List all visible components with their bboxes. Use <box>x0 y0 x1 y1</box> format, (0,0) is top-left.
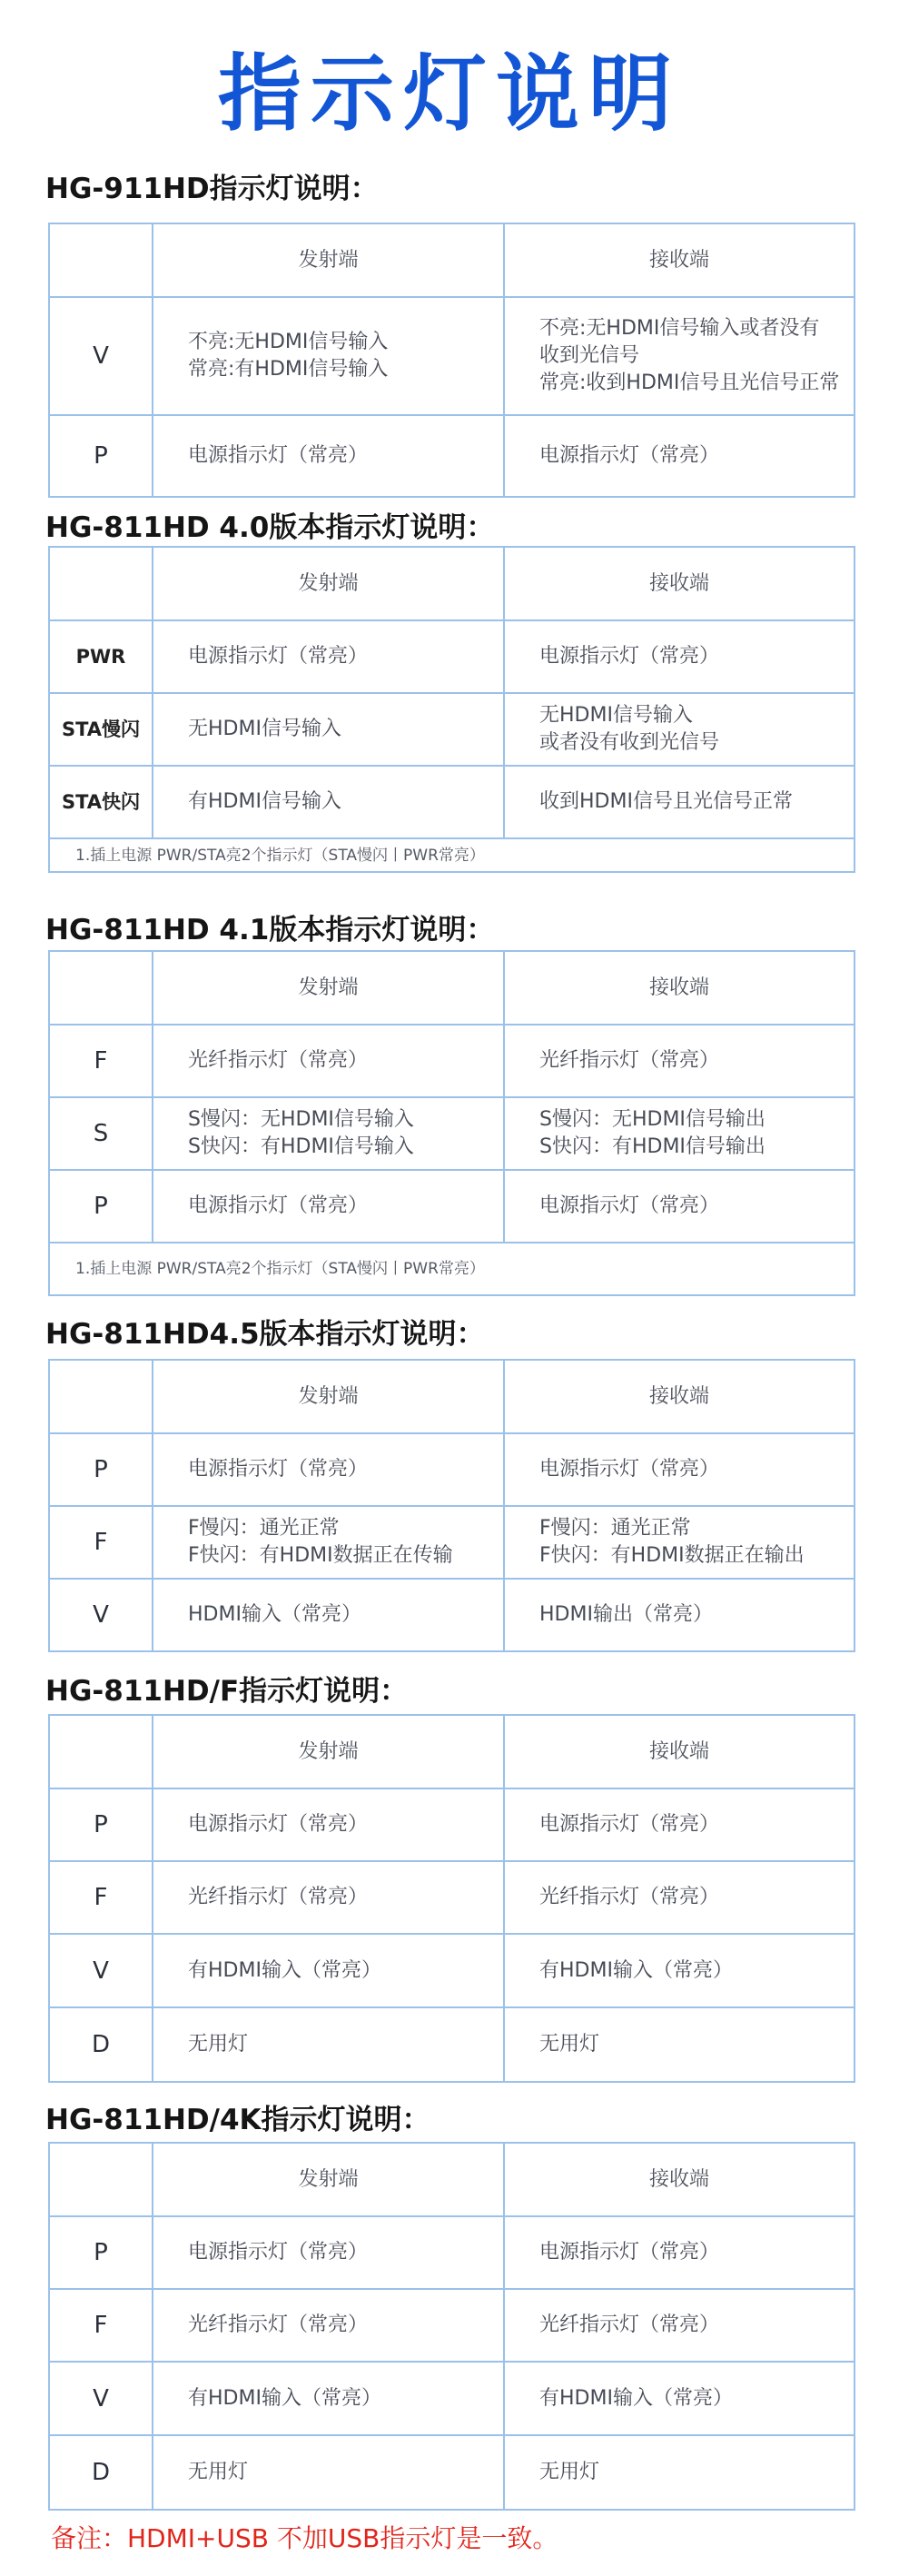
indicator-label: D <box>49 2007 153 2082</box>
header-receiver: 接收端 <box>504 2143 855 2216</box>
cell-line: 收到光信号 <box>539 344 640 367</box>
page-title: 指示灯说明 <box>217 45 681 143</box>
transmitter-cell <box>153 620 504 693</box>
receiver-cell <box>504 1506 855 1579</box>
receiver-cell <box>504 1097 855 1170</box>
indicator-table <box>48 1359 855 1652</box>
table-row <box>49 1861 855 1934</box>
cell-line: 光纤指示灯（常亮） <box>539 1049 720 1072</box>
receiver-cell <box>504 1579 855 1651</box>
transmitter-cell <box>153 2435 504 2510</box>
indicator-label: STA快闪 <box>49 766 153 838</box>
header-transmitter: 发射端 <box>153 951 504 1025</box>
cell-line: S快闪：有HDMI信号输入 <box>188 1135 414 1158</box>
table-row <box>49 2362 855 2435</box>
table-row <box>49 2216 855 2289</box>
cell-line: 不亮:无HDMI信号输入或者没有 <box>539 317 820 340</box>
indicator-label: S <box>49 1097 153 1170</box>
remark-note: 备注：HDMI+USB 不加USB指示灯是一致。 <box>51 2523 558 2553</box>
header-receiver: 接收端 <box>504 547 855 620</box>
cell-line: 电源指示灯（常亮） <box>188 444 369 467</box>
receiver-cell <box>504 2216 855 2289</box>
receiver-cell <box>504 693 855 766</box>
header-transmitter: 发射端 <box>153 547 504 620</box>
cell-line: 无用灯 <box>539 2033 600 2056</box>
header-empty-cell <box>49 951 153 1025</box>
indicator-label: P <box>49 415 153 497</box>
table-row <box>49 693 855 766</box>
indicator-table <box>48 950 855 1296</box>
cell-line: 电源指示灯（常亮） <box>539 1458 720 1481</box>
header-transmitter: 发射端 <box>153 2143 504 2216</box>
transmitter-cell <box>153 297 504 415</box>
table-row <box>49 415 855 497</box>
table-header-row <box>49 1715 855 1788</box>
cell-line: 有HDMI输入（常亮） <box>539 2386 733 2410</box>
indicator-label: P <box>49 1433 153 1506</box>
transmitter-cell <box>153 1170 504 1243</box>
indicator-table <box>48 1714 855 2083</box>
cell-line: F慢闪：通光正常 <box>188 1517 340 1540</box>
section-title: HG-811HD4.5版本指示灯说明： <box>45 1318 485 1351</box>
header-receiver: 接收端 <box>504 1360 855 1433</box>
cell-line: S慢闪：无HDMI信号输出 <box>539 1108 766 1131</box>
indicator-label: V <box>49 2362 153 2435</box>
indicator-label: F <box>49 1025 153 1097</box>
receiver-cell <box>504 297 855 415</box>
transmitter-cell <box>153 1861 504 1934</box>
indicator-label: F <box>49 1861 153 1934</box>
table-row <box>49 620 855 693</box>
indicator-label: V <box>49 1579 153 1651</box>
indicator-label: V <box>49 297 153 415</box>
header-empty-cell <box>49 547 153 620</box>
header-empty-cell <box>49 1360 153 1433</box>
table-row <box>49 766 855 838</box>
transmitter-cell <box>153 1025 504 1097</box>
indicator-label: PWR <box>49 620 153 693</box>
transmitter-cell <box>153 2007 504 2082</box>
header-transmitter: 发射端 <box>153 1360 504 1433</box>
indicator-label: P <box>49 1170 153 1243</box>
cell-line: 无用灯 <box>188 2033 249 2056</box>
header-transmitter: 发射端 <box>153 223 504 297</box>
receiver-cell <box>504 620 855 693</box>
section-title: HG-811HD 4.0版本指示灯说明： <box>45 511 495 544</box>
receiver-cell <box>504 2289 855 2362</box>
table-header-row <box>49 223 855 297</box>
receiver-cell <box>504 415 855 497</box>
header-receiver: 接收端 <box>504 223 855 297</box>
receiver-cell <box>504 2362 855 2435</box>
table-row <box>49 1788 855 1861</box>
transmitter-cell <box>153 2362 504 2435</box>
transmitter-cell <box>153 415 504 497</box>
cell-line: 电源指示灯（常亮） <box>188 1458 369 1481</box>
indicator-label: V <box>49 1934 153 2007</box>
transmitter-cell <box>153 1097 504 1170</box>
header-empty-cell <box>49 1715 153 1788</box>
transmitter-cell <box>153 2289 504 2362</box>
cell-line: 无HDMI信号输入 <box>539 704 693 727</box>
table-row <box>49 1579 855 1651</box>
transmitter-cell <box>153 2216 504 2289</box>
cell-line: 电源指示灯（常亮） <box>539 2241 720 2264</box>
receiver-cell <box>504 2435 855 2510</box>
receiver-cell <box>504 766 855 838</box>
cell-line: 无用灯 <box>188 2461 249 2483</box>
receiver-cell <box>504 1788 855 1861</box>
section-title: HG-811HD 4.1版本指示灯说明： <box>45 914 495 946</box>
indicator-label: D <box>49 2435 153 2510</box>
transmitter-cell <box>153 1788 504 1861</box>
transmitter-cell <box>153 1433 504 1506</box>
table-row <box>49 1097 855 1170</box>
cell-line: S慢闪：无HDMI信号输入 <box>188 1108 414 1131</box>
cell-line: 有HDMI输入（常亮） <box>188 1958 381 1982</box>
cell-line: 无HDMI信号输入 <box>188 718 341 740</box>
transmitter-cell <box>153 1506 504 1579</box>
cell-line: 有HDMI信号输入 <box>188 790 341 813</box>
receiver-cell <box>504 1861 855 1934</box>
cell-line: 电源指示灯（常亮） <box>188 1194 369 1217</box>
indicator-table <box>48 223 855 498</box>
cell-line: 电源指示灯（常亮） <box>539 1813 720 1836</box>
cell-line: 或者没有收到光信号 <box>539 731 720 754</box>
cell-line: 光纤指示灯（常亮） <box>539 1886 720 1908</box>
cell-line: HDMI输入（常亮） <box>188 1603 361 1626</box>
cell-line: HDMI输出（常亮） <box>539 1603 713 1626</box>
cell-line: 常亮:收到HDMI信号且光信号正常 <box>539 372 840 394</box>
header-transmitter: 发射端 <box>153 1715 504 1788</box>
cell-line: S快闪：有HDMI信号输出 <box>539 1135 766 1158</box>
cell-line: 有HDMI输入（常亮） <box>188 2386 381 2410</box>
table-header-row <box>49 951 855 1025</box>
cell-line: 电源指示灯（常亮） <box>539 1194 720 1217</box>
cell-line: 光纤指示灯（常亮） <box>188 2313 369 2336</box>
cell-line: 电源指示灯（常亮） <box>539 645 720 668</box>
receiver-cell <box>504 2007 855 2082</box>
cell-line: 电源指示灯（常亮） <box>188 2241 369 2264</box>
section-title: HG-811HD/4K指示灯说明： <box>45 2104 430 2136</box>
cell-line: 电源指示灯（常亮） <box>188 645 369 668</box>
transmitter-cell <box>153 766 504 838</box>
indicator-label: F <box>49 1506 153 1579</box>
transmitter-cell <box>153 693 504 766</box>
transmitter-cell <box>153 1579 504 1651</box>
section-title: HG-911HD指示灯说明： <box>45 173 379 205</box>
cell-line: 不亮:无HDMI信号输入 <box>188 331 389 353</box>
receiver-cell <box>504 1433 855 1506</box>
header-receiver: 接收端 <box>504 951 855 1025</box>
header-empty-cell <box>49 223 153 297</box>
receiver-cell <box>504 1934 855 2007</box>
table-row <box>49 1506 855 1579</box>
indicator-label: P <box>49 1788 153 1861</box>
cell-line: F快闪：有HDMI数据正在传输 <box>188 1544 453 1567</box>
cell-line: 光纤指示灯（常亮） <box>188 1886 369 1908</box>
cell-line: F慢闪：通光正常 <box>539 1517 691 1540</box>
indicator-label: STA慢闪 <box>49 693 153 766</box>
header-empty-cell <box>49 2143 153 2216</box>
cell-line: 电源指示灯（常亮） <box>188 1813 369 1836</box>
table-row <box>49 297 855 415</box>
indicator-label: F <box>49 2289 153 2362</box>
table-row <box>49 2435 855 2510</box>
cell-line: 常亮:有HDMI信号输入 <box>188 358 389 381</box>
cell-line: 电源指示灯（常亮） <box>539 444 720 467</box>
cell-line: 光纤指示灯（常亮） <box>188 1049 369 1072</box>
note-row <box>49 1243 855 1295</box>
cell-line: 无用灯 <box>539 2461 600 2483</box>
table-row <box>49 2007 855 2082</box>
header-receiver: 接收端 <box>504 1715 855 1788</box>
cell-line: 有HDMI输入（常亮） <box>539 1958 733 1982</box>
table-row <box>49 1170 855 1243</box>
table-header-row <box>49 1360 855 1433</box>
transmitter-cell <box>153 1934 504 2007</box>
table-header-row <box>49 2143 855 2216</box>
note-row <box>49 838 855 872</box>
table-header-row <box>49 547 855 620</box>
table-note: 1.插上电源 PWR/STA亮2个指示灯（STA慢闪丨PWR常亮） <box>49 1243 855 1295</box>
indicator-label: P <box>49 2216 153 2289</box>
table-row <box>49 2289 855 2362</box>
section-title: HG-811HD/F指示灯说明： <box>45 1675 409 1708</box>
receiver-cell <box>504 1025 855 1097</box>
indicator-table <box>48 2142 855 2511</box>
cell-line: 光纤指示灯（常亮） <box>539 2313 720 2336</box>
table-row <box>49 1934 855 2007</box>
table-note: 1.插上电源 PWR/STA亮2个指示灯（STA慢闪丨PWR常亮） <box>49 838 855 872</box>
receiver-cell <box>504 1170 855 1243</box>
cell-line: 收到HDMI信号且光信号正常 <box>539 790 793 813</box>
indicator-table <box>48 546 855 873</box>
table-row <box>49 1433 855 1506</box>
table-row <box>49 1025 855 1097</box>
cell-line: F快闪：有HDMI数据正在输出 <box>539 1544 805 1567</box>
